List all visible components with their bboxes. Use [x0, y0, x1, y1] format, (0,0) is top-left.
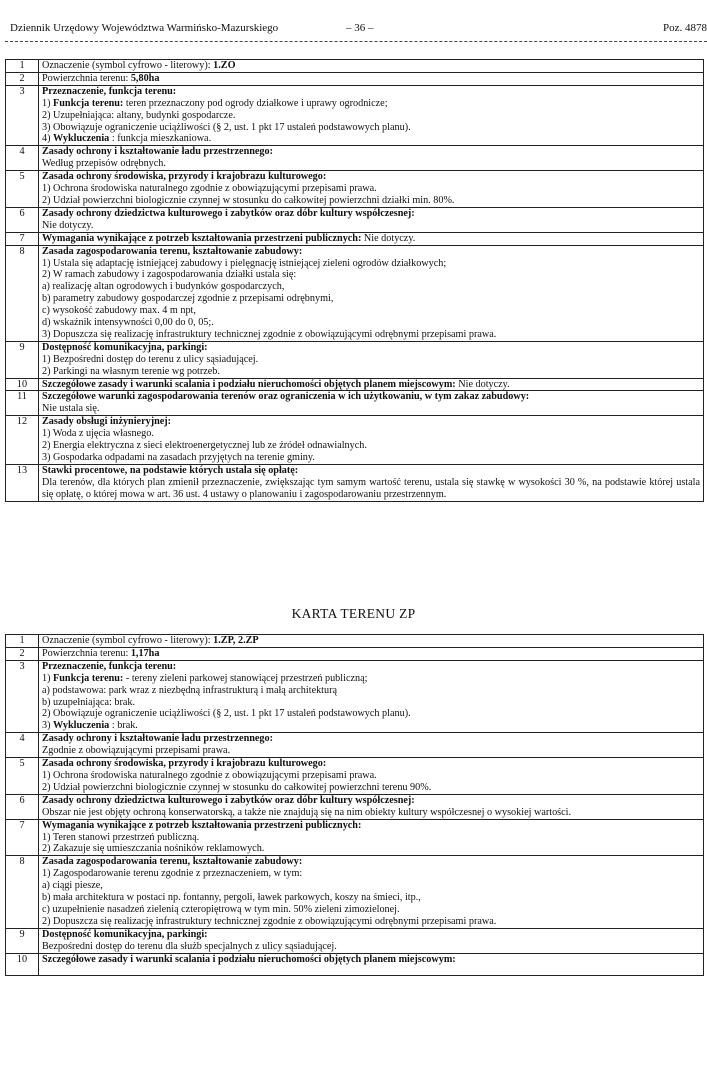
table-row [6, 647, 704, 660]
content-line [42, 954, 700, 966]
bold-text: Zasady ochrony i kształtowanie ładu przestrzennego: [42, 146, 274, 158]
row-number: 1 [6, 635, 39, 648]
content-line [42, 685, 700, 697]
text: 1) [42, 97, 54, 109]
content-line [42, 720, 700, 732]
content-line [42, 183, 700, 195]
text: Powierzchnia terenu: [42, 647, 131, 659]
table-row [6, 391, 704, 416]
row-content [39, 72, 704, 85]
row-number: 8 [6, 245, 39, 341]
row-content [39, 953, 704, 975]
content-line [42, 317, 700, 329]
table-row [6, 758, 704, 795]
content-paragraph: Dla terenów, dla których plan zmienił przeznaczenie, zwiększając tym samym wartość terenu, ustala się stawkę w wysokości 30 %, na podstawie której ustala się opłatę, o której mowa w art. 36 ust. 4 ustawy o planowaniu i zagospodarowaniu przestrzennym. [42, 476, 700, 500]
row-number: 3 [6, 85, 39, 146]
content-line [42, 673, 700, 685]
content-line [42, 648, 700, 660]
content-line [42, 246, 700, 258]
content-paragraph: Obszar nie jest objęty ochroną konserwatorską, a także nie znajdują się na nim obiekty kultury współczesnej o wysokiej wartości. [42, 806, 572, 818]
content-line [42, 403, 700, 415]
content-line [42, 868, 700, 880]
text: Nie dotyczy. [42, 219, 94, 231]
content-line [42, 452, 700, 464]
row-number: 6 [6, 794, 39, 819]
bold-text: Wymagania wynikające z potrzeb kształtowania przestrzeni publicznych: [42, 232, 362, 244]
row-content [39, 647, 704, 660]
content-line [42, 86, 700, 98]
text: 1) Teren stanowi przestrzeń publiczną. [42, 831, 200, 843]
text: Nie dotyczy. [455, 378, 510, 390]
content-line [42, 233, 700, 245]
row-content [39, 856, 704, 928]
content-line [42, 269, 700, 281]
row-number: 8 [6, 856, 39, 928]
row-number: 7 [6, 819, 39, 856]
row-content [39, 758, 704, 795]
table-row [6, 794, 704, 819]
text: 1) [42, 672, 54, 684]
content-line [42, 110, 700, 122]
text: : funkcja mieszkaniowa. [109, 133, 212, 145]
row-number: 9 [6, 928, 39, 953]
content-line [42, 98, 700, 110]
row-number: 13 [6, 464, 39, 501]
content-line [42, 782, 700, 794]
text: a) realizację altan ogrodowych i budynków gospodarczych, [42, 281, 285, 293]
content-line [42, 258, 700, 270]
content-line [42, 465, 700, 477]
table-row [6, 819, 704, 856]
content-line [42, 745, 700, 757]
content-line [42, 73, 700, 85]
content-line [42, 941, 700, 953]
bold-text: Dostępność komunikacyjna, parkingi: [42, 928, 208, 940]
row-number: 9 [6, 341, 39, 378]
row-number: 11 [6, 391, 39, 416]
text: b) uzupełniająca: brak. [42, 696, 136, 708]
text: Według przepisów odrębnych. [42, 158, 166, 170]
row-content [39, 207, 704, 232]
row-content [39, 733, 704, 758]
text: 2) Energia elektryczna z sieci elektroenergetycznej lub ze źródeł odnawialnych. [42, 440, 367, 452]
content-line [42, 158, 700, 170]
bold-text: Zasady ochrony dziedzictwa kulturowego i zabytków oraz dóbr kultury współczesnej: [42, 794, 415, 806]
content-line [42, 122, 700, 134]
text: a) podstawowa: park wraz z niezbędną infrastrukturą i małą architekturą [42, 684, 338, 696]
bold-text: Funkcja terenu: [53, 672, 124, 684]
text: 2) Udział powierzchni biologicznie czynnej w stosunku do całkowitej powierzchni terenu 90%. [42, 781, 432, 793]
row-content [39, 171, 704, 208]
row-number: 12 [6, 416, 39, 465]
content-line [42, 208, 700, 220]
text: 3) Obowiązuje ograniczenie uciążliwości (§ 2, ust. 1 pkt 17 ustaleń podstawowych planu). [42, 121, 411, 133]
content-line [42, 880, 700, 892]
text: 1) Ochrona środowiska naturalnego zgodnie z obowiązującymi przepisami prawa. [42, 183, 377, 195]
content-line [42, 379, 700, 391]
row-content [39, 245, 704, 341]
table-row [6, 72, 704, 85]
table-row [6, 953, 704, 975]
page-number: – 36 – [346, 22, 374, 34]
row-content [39, 146, 704, 171]
text: b) mała architektura w postaci np. fontanny, pergoli, ławek parkowych, koszy na śmieci, itp., [42, 892, 421, 904]
content-line [42, 795, 700, 807]
row-number: 5 [6, 758, 39, 795]
header-rule [5, 41, 707, 42]
text: 2) Dopuszcza się realizację infrastruktury technicznej zgodnie z obowiązującymi odrębnymi przepisami prawa. [42, 915, 497, 927]
content-line [42, 904, 700, 916]
content-line [42, 293, 700, 305]
table-row [6, 416, 704, 465]
content-line [42, 305, 700, 317]
text: Oznaczenie (symbol cyfrowo - literowy): [42, 635, 214, 646]
content-line [42, 281, 700, 293]
bold-text: 5,80ha [130, 72, 160, 84]
content-line [42, 843, 700, 855]
row-content [39, 85, 704, 146]
text: a) ciągi piesze, [42, 880, 103, 892]
row-number: 2 [6, 647, 39, 660]
content-line [42, 856, 700, 868]
section-title: KARTA TERENU ZP [291, 606, 416, 621]
table-row [6, 85, 704, 146]
page-header [10, 23, 707, 39]
content-line [42, 758, 700, 770]
bold-text: Szczegółowe zasady i warunki scalania i podziału nieruchomości objętych planem miejscowym: [42, 953, 456, 965]
table-row [6, 464, 704, 501]
content-line [42, 697, 700, 709]
bold-text: 1.ZP, 2.ZP [213, 635, 259, 646]
bold-text: Funkcja terenu: [53, 97, 124, 109]
bold-text: Stawki procentowe, na podstawie których ustala się opłatę: [42, 464, 299, 476]
position-number: Poz. 4878 [663, 22, 707, 34]
table-row [6, 660, 704, 732]
text: 4) [42, 133, 54, 145]
row-number: 4 [6, 733, 39, 758]
text: 1) Woda z ujęcia własnego. [42, 428, 154, 440]
row-content [39, 232, 704, 245]
row-content [39, 391, 704, 416]
bold-text: 1.ZO [213, 60, 236, 71]
content-line [42, 916, 700, 928]
content-line [42, 60, 700, 72]
content-line [42, 329, 700, 341]
text: 3) [42, 720, 54, 732]
row-number: 1 [6, 60, 39, 73]
text: Nie ustala się. [42, 403, 100, 415]
bold-text: Zasada ochrony środowiska, przyrody i krajobrazu kulturowego: [42, 171, 327, 183]
bold-text: Zasada zagospodarowania terenu, kształtowanie zabudowy: [42, 245, 303, 257]
content-line [42, 171, 700, 183]
bold-text: Wykluczenia [53, 133, 110, 145]
row-content [39, 819, 704, 856]
row-content [39, 635, 704, 648]
row-content [39, 60, 704, 73]
table-row [6, 60, 704, 73]
text: 2) Zakazuje się umieszczania nośników reklamowych. [42, 843, 265, 855]
text: Powierzchnia terenu: [42, 72, 131, 84]
text: 2) Parkingi na własnym terenie wg potrzeb. [42, 365, 220, 377]
bold-text: Wykluczenia [53, 720, 110, 732]
content-line [42, 440, 700, 452]
text: 2) Udział powierzchni biologicznie czynnej w stosunku do całkowitej powierzchni działki min. 80%. [42, 194, 455, 206]
content-line [42, 635, 700, 647]
table-row [6, 207, 704, 232]
bold-text: Przeznaczenie, funkcja terenu: [42, 85, 177, 97]
text: Bezpośredni dostęp do terenu dla służb specjalnych z ulicy sąsiadującej. [42, 940, 337, 952]
text: b) parametry zabudowy gospodarczej zgodnie z przepisami odrębnymi, [42, 293, 334, 305]
text: 3) Gospodarka odpadami na zasadach przyjętych na terenie gminy. [42, 452, 315, 463]
content-line [42, 892, 700, 904]
content-line [42, 342, 700, 354]
content-line [42, 661, 700, 673]
text: - tereny zieleni parkowej stanowiącej przestrzeń publiczną; [123, 672, 368, 684]
text: teren przeznaczony pod ogrody działkowe i uprawy ogrodnicze; [123, 97, 388, 109]
bold-text: Wymagania wynikające z potrzeb kształtowania przestrzeni publicznych: [42, 819, 362, 831]
text: 1) Zagospodarowanie terenu zgodnie z przeznaczeniem, w tym: [42, 868, 303, 880]
bold-text: Zasady ochrony i kształtowanie ładu przestrzennego: [42, 733, 274, 745]
row-content [39, 378, 704, 391]
row-content [39, 341, 704, 378]
table-row [6, 856, 704, 928]
text: d) wskaźnik intensywności 0,00 do 0, 05;. [42, 317, 214, 329]
bold-text: Zasada zagospodarowania terenu, kształtowanie zabudowy: [42, 856, 303, 868]
table-row [6, 928, 704, 953]
text: 3) Dopuszcza się realizację infrastruktury technicznej zgodnie z obowiązującymi odrębnymi przepisami prawa. [42, 328, 497, 340]
bold-text: Szczegółowe zasady i warunki scalania i podziału nieruchomości objętych planem miejscowym: [42, 378, 456, 390]
text: Nie dotyczy. [361, 232, 416, 244]
content-line [42, 354, 700, 366]
bold-text: Zasady ochrony dziedzictwa kulturowego i zabytków oraz dóbr kultury współczesnej: [42, 207, 415, 219]
land-card-table-zp [5, 634, 704, 976]
row-content [39, 416, 704, 465]
text: Zgodnie z obowiązującymi przepisami prawa. [42, 745, 231, 757]
text: 1) Bezpośredni dostęp do terenu z ulicy sąsiadującej. [42, 353, 259, 365]
table-row [6, 341, 704, 378]
bold-text: Dostępność komunikacyjna, parkingi: [42, 341, 208, 353]
table-row [6, 146, 704, 171]
text: 2) Uzupełniająca: altany, budynki gospodarcze. [42, 109, 236, 121]
content-line [42, 929, 700, 941]
table-row [6, 733, 704, 758]
row-number: 4 [6, 146, 39, 171]
table-row [6, 635, 704, 648]
row-number: 10 [6, 953, 39, 975]
text: 2) W ramach zabudowy i zagospodarowania działki ustala się: [42, 269, 297, 281]
content-line [42, 146, 700, 158]
content-line [42, 195, 700, 207]
content-line [42, 832, 700, 844]
content-line [42, 733, 700, 745]
text: 2) Obowiązuje ograniczenie uciążliwości (§ 2, ust. 1 pkt 17 ustaleń podstawowych planu). [42, 708, 411, 720]
bold-text: Szczegółowe warunki zagospodarowania terenów oraz ograniczenia w ich użytkowaniu, w tym zakaz zabudowy: [42, 391, 530, 403]
content-line [42, 220, 700, 232]
text: : brak. [109, 720, 138, 732]
row-number: 2 [6, 72, 39, 85]
row-content [39, 794, 704, 819]
row-number: 10 [6, 378, 39, 391]
table-row [6, 378, 704, 391]
row-content [39, 928, 704, 953]
table-row [6, 232, 704, 245]
content-line [42, 708, 700, 720]
content-line [42, 133, 700, 145]
table-row [6, 171, 704, 208]
bold-text: Zasada ochrony środowiska, przyrody i krajobrazu kulturowego: [42, 758, 327, 770]
text: c) uzupełnienie nasadzeń zielenią czteropiętrową w tym min. 50% zieleni zimozielonej. [42, 903, 400, 915]
content-line [42, 770, 700, 782]
row-number: 3 [6, 660, 39, 732]
bold-text: Zasady obsługi inżynieryjnej: [42, 416, 172, 428]
text: c) wysokość zabudowy max. 4 m npt, [42, 305, 196, 317]
content-line [42, 428, 700, 440]
text: Oznaczenie (symbol cyfrowo - literowy): [42, 60, 214, 71]
table-row [6, 245, 704, 341]
text: 1) Ustala się adaptację istniejącej zabudowy i pielęgnację istniejącej zieleni ogrodów działkowych; [42, 257, 447, 269]
row-content [39, 464, 704, 501]
bold-text: Przeznaczenie, funkcja terenu: [42, 660, 177, 672]
bold-text: 1,17ha [130, 647, 160, 659]
content-line [42, 391, 700, 403]
row-number: 6 [6, 207, 39, 232]
row-number: 5 [6, 171, 39, 208]
text: 1) Ochrona środowiska naturalnego zgodnie z obowiązującymi przepisami prawa. [42, 769, 377, 781]
row-content [39, 660, 704, 732]
content-line [42, 820, 700, 832]
land-card-table-zo [5, 59, 704, 502]
content-line [42, 366, 700, 378]
row-number: 7 [6, 232, 39, 245]
journal-title: Dziennik Urzędowy Województwa Warmińsko-Mazurskiego [10, 22, 279, 34]
content-line [42, 416, 700, 428]
